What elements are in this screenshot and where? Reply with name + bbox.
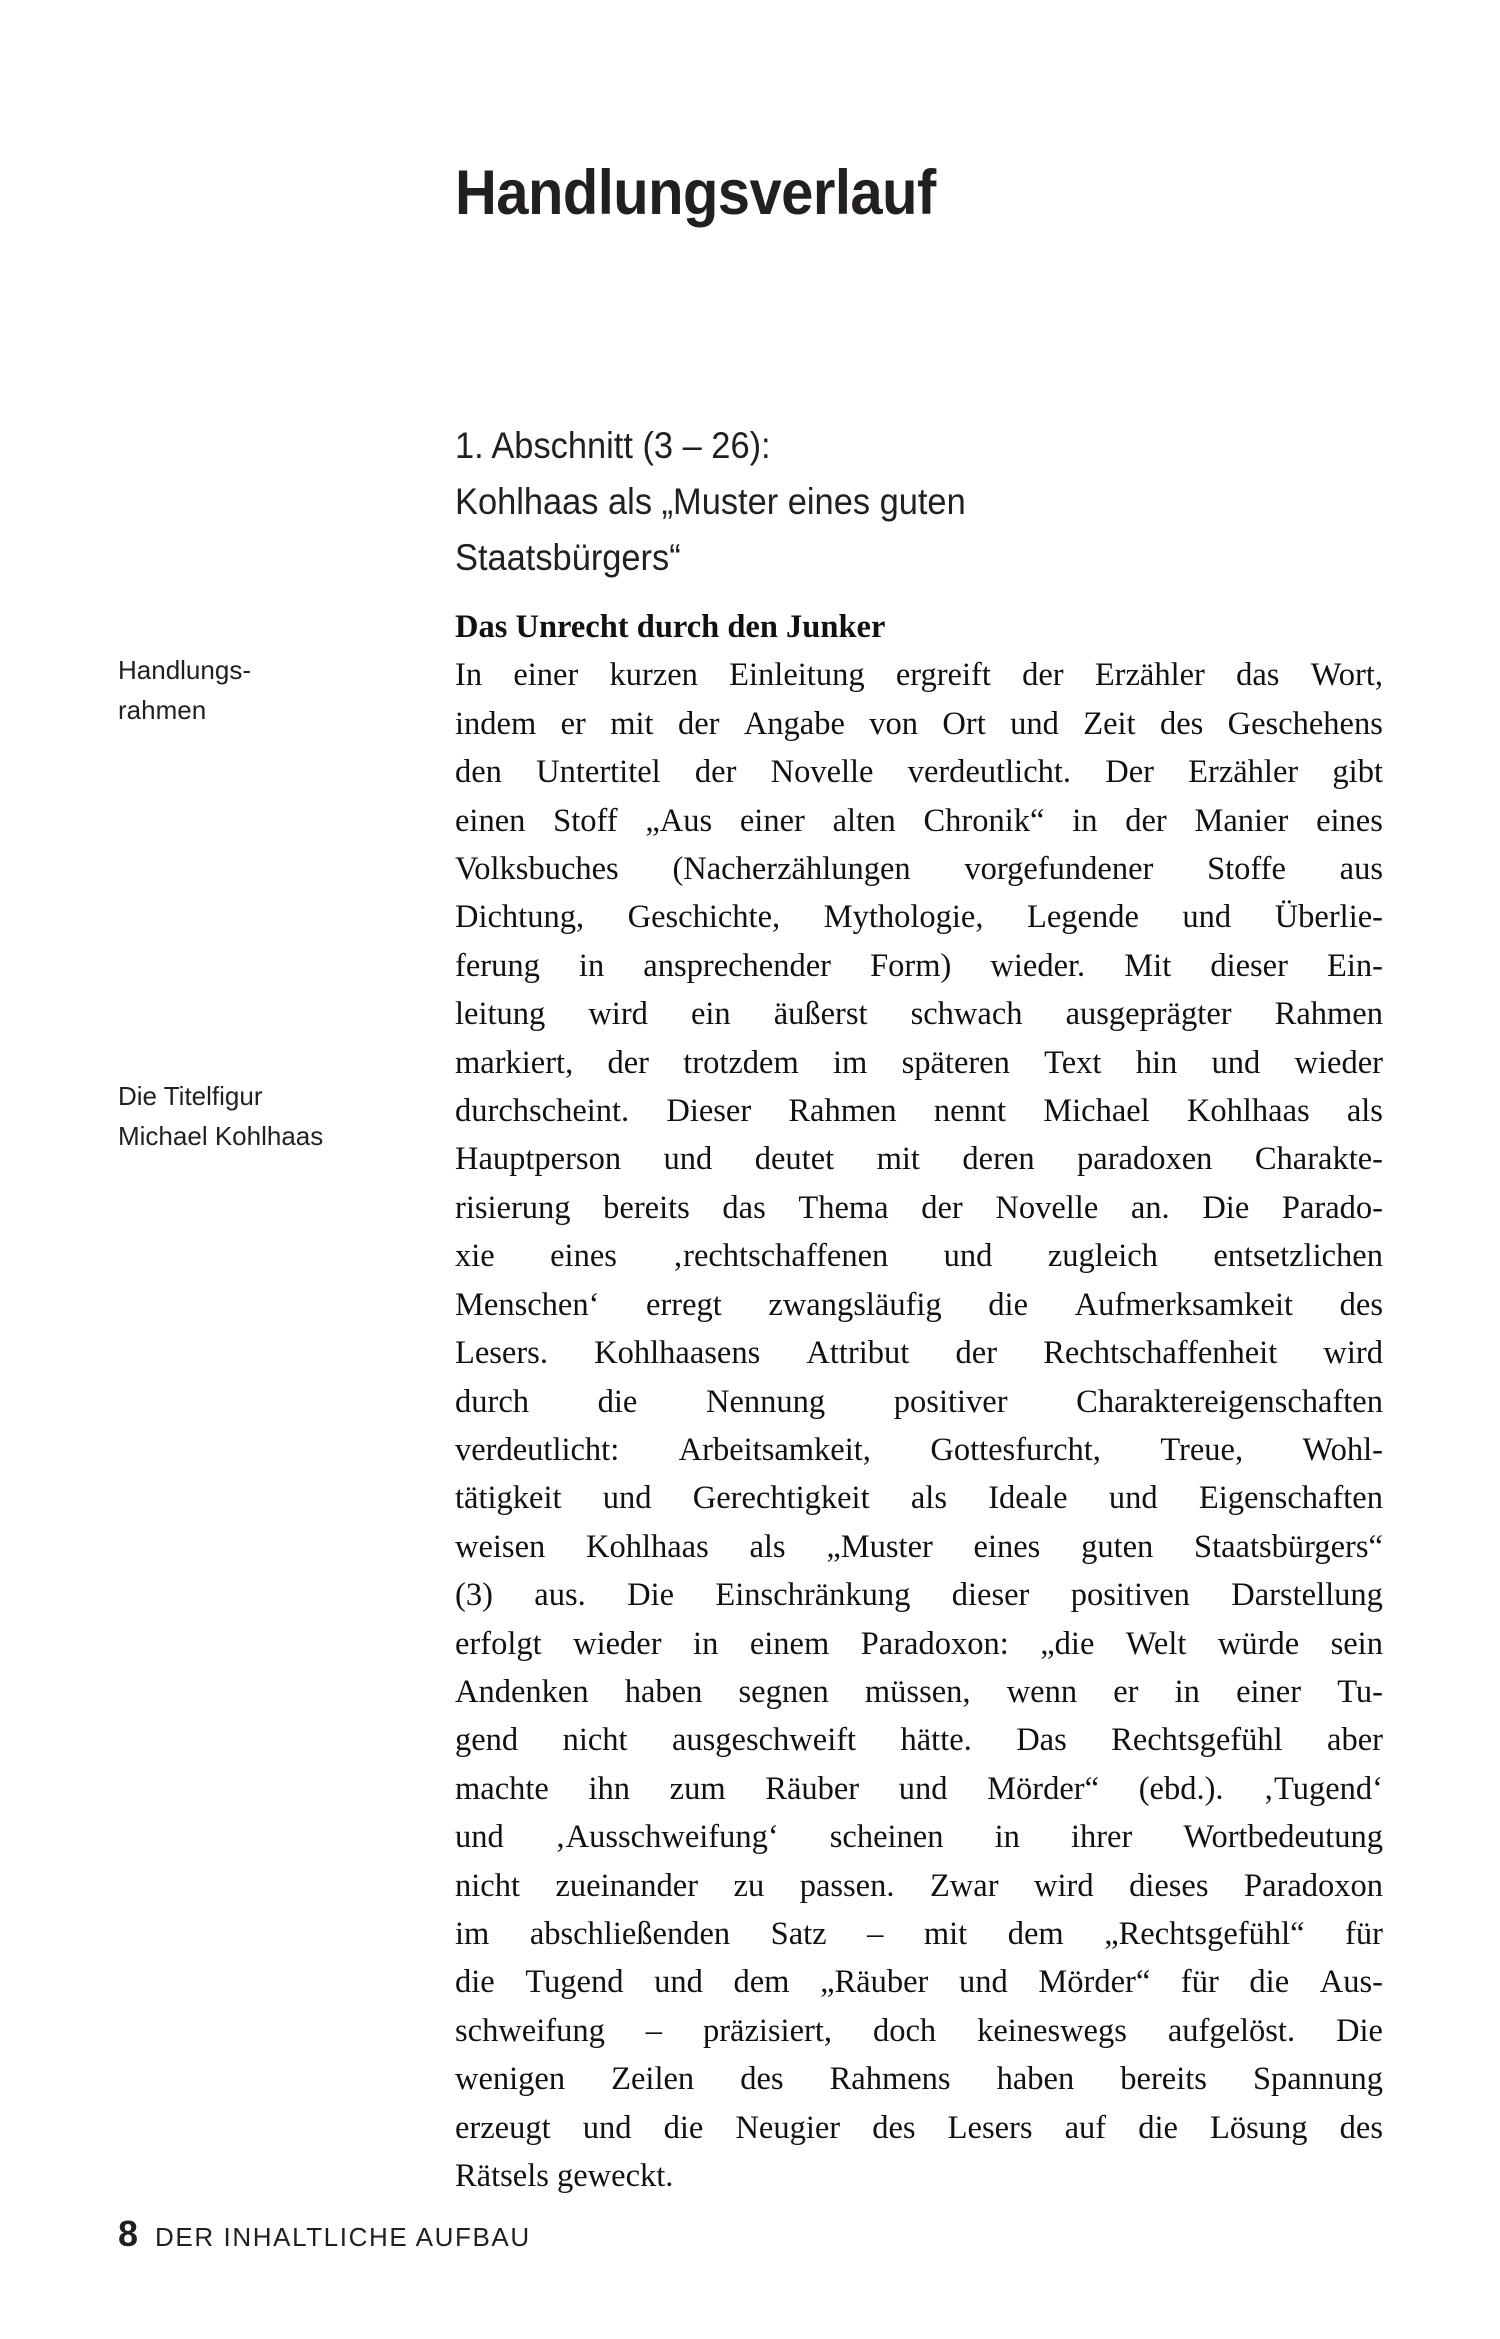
body-paragraph-line: Lesers. Kohlhaasens Attribut der Rechtschaffenheit wird (455, 1335, 1383, 1372)
body-paragraph-line: einen Stoff „Aus einer alten Chronik“ in der Manier eines (455, 802, 1383, 839)
body-paragraph-line: leitung wird ein äußerst schwach ausgeprägter Rahmen (455, 996, 1383, 1033)
section-heading-line-3: Staatsbürgers“ (455, 537, 681, 578)
body-paragraph-line: Rätsels geweckt. (455, 2158, 674, 2194)
page-title: Handlungsverlauf (455, 158, 936, 229)
body-paragraph-line: schweifung – präzisiert, doch keineswegs aufgelöst. Die (455, 2012, 1383, 2049)
body-paragraph-line: tätigkeit und Gerechtigkeit als Ideale und Eigenschaften (455, 1480, 1383, 1517)
footer-section-name: DER INHALTLICHE AUFBAU (155, 2222, 531, 2252)
body-paragraph-line: Volksbuches (Nacherzählungen vorgefundener Stoffe aus (455, 851, 1383, 888)
section-heading (455, 418, 1106, 586)
body-paragraph (455, 651, 1383, 2200)
body-paragraph-line: durch die Nennung positiver Charaktereigenschaften (455, 1383, 1383, 1420)
body-paragraph-line: gend nicht ausgeschweift hätte. Das Rechtsgefühl aber (455, 1722, 1383, 1759)
body-subheading: Das Unrecht durch den Junker (455, 609, 886, 645)
margin-note-line-2: rahmen (118, 695, 207, 725)
body-paragraph-line: (3) aus. Die Einschränkung dieser positiven Darstellung (455, 1577, 1383, 1614)
body-paragraph-line: erzeugt und die Neugier des Lesers auf die Lösung des (455, 2109, 1383, 2146)
margin-note-line-1: Handlungs- (118, 655, 251, 685)
body-paragraph-line: durchscheint. Dieser Rahmen nennt Michael Kohlhaas als (455, 1093, 1383, 1130)
body-paragraph-line: xie eines ‚rechtschaffenen und zugleich entsetzlichen (455, 1238, 1383, 1275)
body-paragraph-line: die Tugend und dem „Räuber und Mörder“ für die Aus- (455, 1964, 1383, 2001)
margin-note-line-1: Die Titelfigur (118, 1081, 263, 1111)
body-paragraph-line: nicht zueinander zu passen. Zwar wird dieses Paradoxon (455, 1867, 1383, 1904)
body-paragraph-line: erfolgt wieder in einem Paradoxon: „die Welt würde sein (455, 1625, 1383, 1662)
body-paragraph-line: Dichtung, Geschichte, Mythologie, Legende und Überlie- (455, 899, 1383, 936)
body-paragraph-line: und ‚Ausschweifung‘ scheinen in ihrer Wortbedeutung (455, 1819, 1383, 1856)
footer-page-number: 8 (118, 2213, 139, 2254)
body-paragraph-line: weisen Kohlhaas als „Muster eines guten Staatsbürgers“ (455, 1528, 1383, 1565)
body-paragraph-line: Hauptperson und deutet mit deren paradoxen Charakte- (455, 1141, 1383, 1178)
margin-note-handlungsrahmen (118, 650, 418, 730)
body-paragraph-line: wenigen Zeilen des Rahmens haben bereits Spannung (455, 2061, 1383, 2098)
section-heading-line-1: 1. Abschnitt (3 – 26): (455, 425, 771, 466)
body-paragraph-line: ferung in ansprechender Form) wieder. Mit dieser Ein- (455, 947, 1383, 984)
body-paragraph-line: im abschließenden Satz – mit dem „Rechtsgefühl“ für (455, 1915, 1383, 1952)
margin-note-line-2: Michael Kohlhaas (118, 1121, 324, 1151)
body-paragraph-line: Menschen‘ erregt zwangsläufig die Aufmerksamkeit des (455, 1286, 1383, 1323)
body-paragraph-line: den Untertitel der Novelle verdeutlicht. Der Erzähler gibt (455, 754, 1383, 791)
page-footer (118, 2213, 531, 2254)
body-paragraph-line: risierung bereits das Thema der Novelle an. Die Parado- (455, 1189, 1383, 1226)
body-paragraph-line: In einer kurzen Einleitung ergreift der Erzähler das Wort, (455, 657, 1383, 694)
section-heading-line-2: Kohlhaas als „Muster eines guten (455, 481, 966, 522)
body-paragraph-line: Andenken haben segnen müssen, wenn er in einer Tu- (455, 1673, 1383, 1710)
body-paragraph-line: machte ihn zum Räuber und Mörder“ (ebd.). ‚Tugend‘ (455, 1770, 1383, 1807)
body-text-column (455, 603, 1383, 2200)
body-paragraph-line: verdeutlicht: Arbeitsamkeit, Gottesfurcht, Treue, Wohl- (455, 1431, 1383, 1468)
body-paragraph-line: markiert, der trotzdem im späteren Text hin und wieder (455, 1044, 1383, 1081)
margin-note-titelfigur (118, 1076, 418, 1156)
body-paragraph-line: indem er mit der Angabe von Ort und Zeit des Geschehens (455, 705, 1383, 742)
